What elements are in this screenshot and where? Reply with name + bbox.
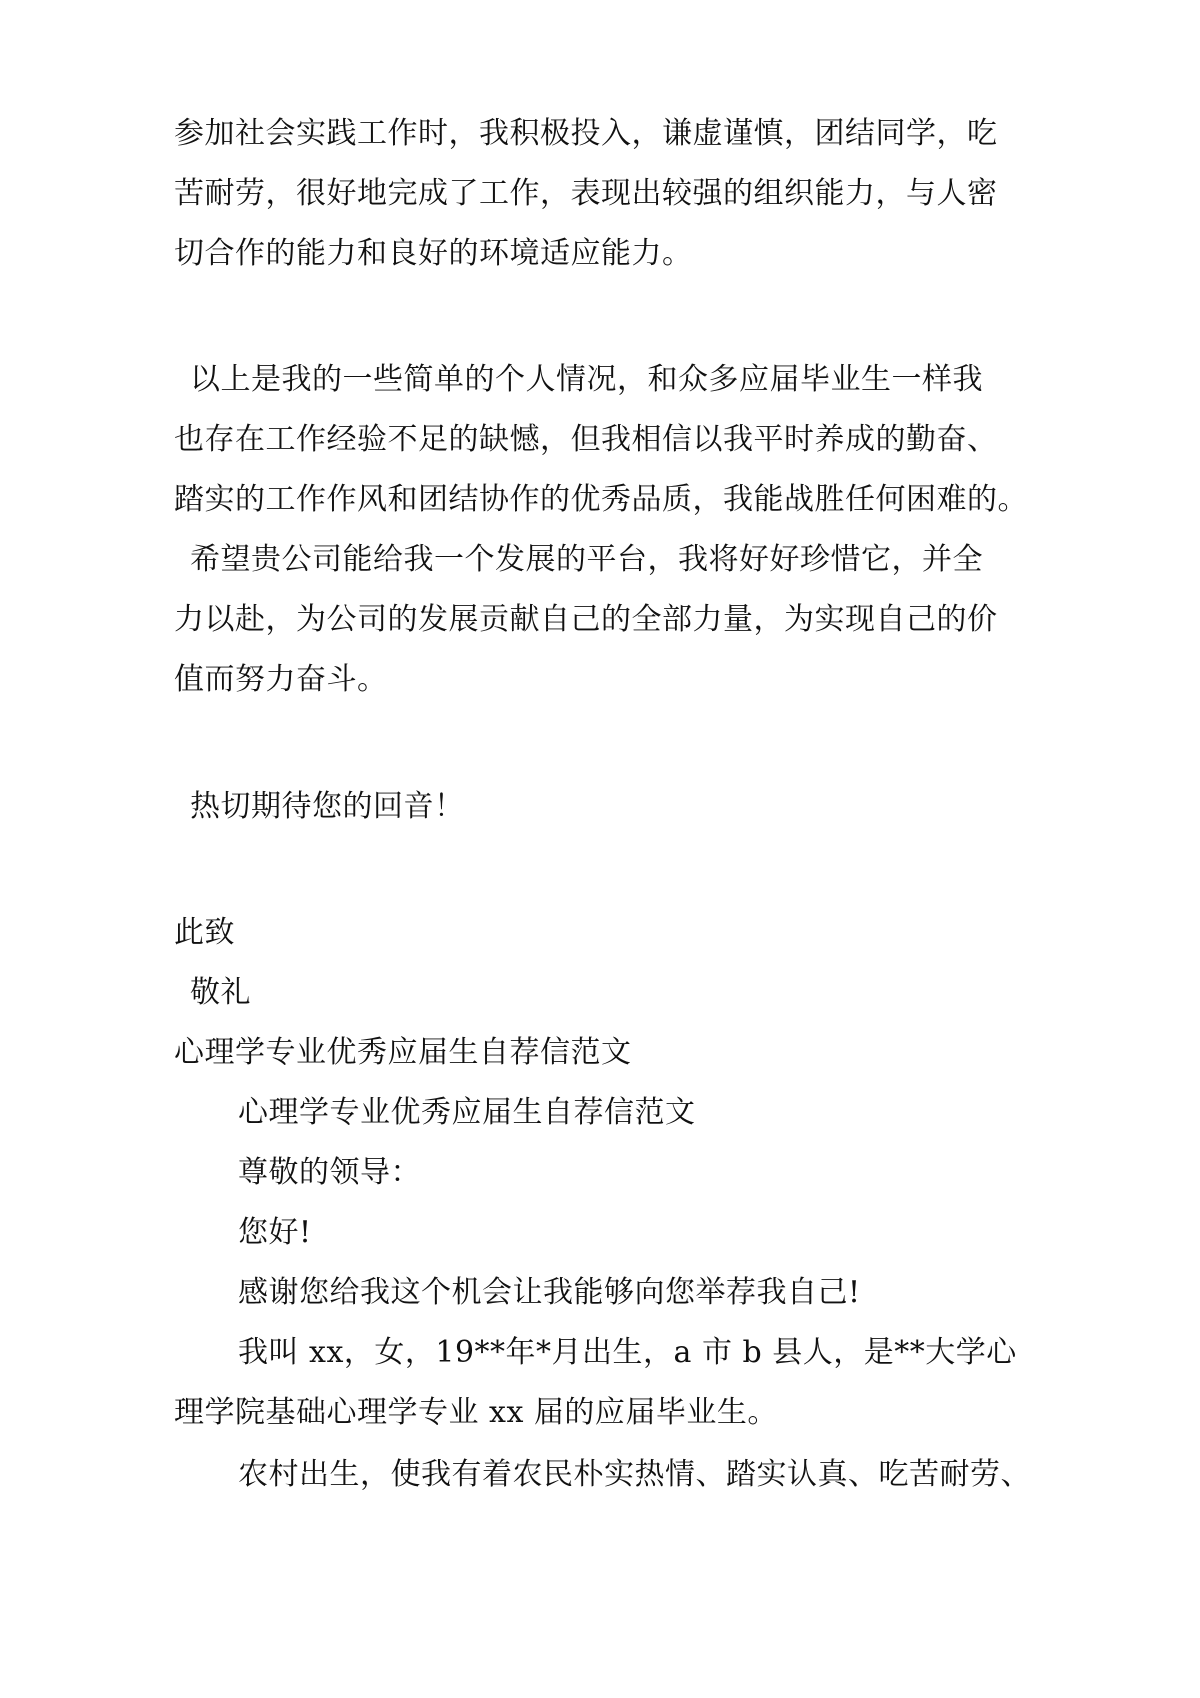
text-line: 感谢您给我这个机会让我能够向您举荐我自己! (238, 1275, 861, 1310)
text-line: 我叫 xx，女，19**年*月出生，a 市 b 县人，是**大学心 (238, 1335, 1017, 1370)
salutation-line: 此致 (174, 915, 235, 950)
text-line: 力以赴，为公司的发展贡献自己的全部力量，为实现自己的价 (174, 602, 998, 637)
text-line: 希望贵公司能给我一个发展的平台，我将好好珍惜它，并全 (190, 542, 983, 577)
section-title: 心理学专业优秀应届生自荐信范文 (174, 1035, 632, 1070)
text-line: 理学院基础心理学专业 xx 届的应届毕业生。 (174, 1395, 778, 1430)
greeting-line: 您好! (238, 1215, 312, 1250)
text-line: 苦耐劳，很好地完成了工作，表现出较强的组织能力，与人密 (174, 176, 998, 211)
text-line: 切合作的能力和良好的环境适应能力。 (174, 236, 693, 271)
greeting-line: 尊敬的领导： (238, 1155, 421, 1190)
salutation-line: 敬礼 (190, 975, 251, 1010)
closing-line: 热切期待您的回音！ (190, 789, 465, 824)
text-line: 也存在工作经验不足的缺憾，但我相信以我平时养成的勤奋、 (174, 422, 998, 457)
text-line: 以上是我的一些简单的个人情况，和众多应届毕业生一样我 (190, 362, 983, 397)
text-line: 踏实的工作作风和团结协作的优秀品质，我能战胜任何困难的。 (174, 482, 1028, 517)
text-line: 值而努力奋斗。 (174, 662, 388, 697)
text-line: 参加社会实践工作时，我积极投入，谦虚谨慎，团结同学，吃 (174, 116, 998, 151)
letter-title: 心理学专业优秀应届生自荐信范文 (238, 1095, 696, 1130)
text-line: 农村出生，使我有着农民朴实热情、踏实认真、吃苦耐劳、 (238, 1457, 1031, 1492)
